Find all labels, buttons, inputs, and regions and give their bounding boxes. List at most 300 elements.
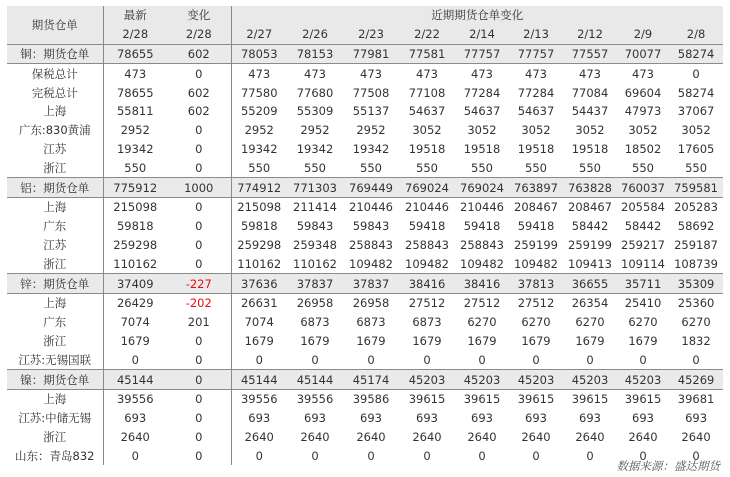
section-row [7,178,723,198]
history-value-cell: 205584 [621,200,665,215]
latest-value-cell: 550 [124,160,147,175]
latest-value-cell: 0 [131,448,139,463]
row-label: 锌：期货仓单 [7,274,103,294]
history-value-cell: 47973 [624,104,662,119]
history-value-cell: 0 [692,448,700,463]
change-value-cell: 0 [167,140,231,159]
history-value-cell: 2640 [681,429,711,444]
history-value-cell: 3052 [467,123,497,138]
section-row [7,274,723,294]
history-value-cell: 0 [478,352,486,367]
history-value-cell: 769449 [343,178,399,198]
history-value-cell: 17605 [677,141,715,156]
history-value-cell: 774912 [231,178,287,198]
history-value-cell: 39615 [517,392,555,407]
history-value-cell: 70077 [617,44,669,64]
history-value-cell: 59418 [463,219,501,234]
history-value-cell: 0 [532,352,540,367]
history-value-cell: 1679 [300,333,330,348]
latest-value-cell: 37409 [103,274,167,294]
history-value-cell: 2640 [412,429,442,444]
history-value-cell: 550 [632,160,654,175]
section-row [7,44,723,64]
history-value-cell: 37636 [231,274,287,294]
history-value-cell: 473 [471,66,493,81]
history-value-cell: 35309 [669,274,723,294]
change-value-cell: 201 [167,313,231,332]
history-value-cell: 760037 [617,178,669,198]
history-value-cell: 473 [579,66,601,81]
history-value-cell: 258843 [460,237,504,252]
history-value-cell: 54637 [408,104,446,119]
change-value-cell: 602 [167,44,231,64]
history-value-cell: 763897 [509,178,563,198]
warehouse-receipts-table-wrapper [7,6,723,465]
history-value-cell: 45144 [287,370,343,390]
history-value-cell: 77508 [352,85,390,100]
history-value-cell: 109482 [514,256,558,271]
history-value-cell: 473 [304,66,326,81]
header-date: 2/28 [103,25,167,44]
history-value-cell: 763828 [563,178,617,198]
history-value-cell: 2640 [575,429,605,444]
history-value-cell: 45203 [563,370,617,390]
table-row [7,254,723,273]
history-value-cell: 55209 [240,104,278,119]
latest-value-cell: 39556 [116,392,154,407]
row-label: 浙江 [7,158,103,177]
history-value-cell: 58274 [669,44,723,64]
history-value-cell: 77981 [343,44,399,64]
header-date: 2/12 [563,25,617,44]
row-label: 保税总计 [7,64,103,83]
latest-value-cell: 59818 [116,219,154,234]
history-value-cell: 7074 [244,315,274,330]
row-label: 江苏:中储无锡 [7,409,103,428]
history-value-cell: 259187 [674,237,718,252]
history-value-cell: 19518 [517,141,555,156]
history-value-cell: 258843 [405,237,449,252]
history-value-cell: 693 [248,411,271,426]
history-value-cell: 0 [255,352,263,367]
history-value-cell: 45203 [617,370,669,390]
history-value-cell: 45203 [509,370,563,390]
header-date: 2/22 [399,25,455,44]
history-value-cell: 59418 [408,219,446,234]
row-label: 完税总计 [7,83,103,102]
history-value-cell: 78153 [287,44,343,64]
history-value-cell: 39556 [240,392,278,407]
header-row-dates [7,25,723,44]
history-value-cell: 550 [685,160,708,175]
history-value-cell: 110162 [293,256,337,271]
history-value-cell: 205283 [674,200,718,215]
history-value-cell: 77680 [296,85,334,100]
history-value-cell: 473 [525,66,547,81]
history-value-cell: 693 [685,411,708,426]
latest-value-cell: 26429 [116,296,154,311]
history-value-cell: 693 [471,411,493,426]
history-value-cell: 78053 [231,44,287,64]
history-value-cell: 2640 [244,429,274,444]
history-value-cell: 45203 [399,370,455,390]
history-value-cell: 39615 [624,392,662,407]
history-value-cell: 39615 [408,392,446,407]
table-row [7,409,723,428]
history-value-cell: 550 [248,160,271,175]
history-value-cell: 550 [416,160,438,175]
latest-value-cell: 2640 [120,429,150,444]
history-value-cell: 1832 [681,333,711,348]
change-value-cell: 0 [167,332,231,351]
change-value-cell: 0 [167,236,231,255]
history-value-cell: 19342 [352,141,390,156]
history-value-cell: 1679 [521,333,551,348]
history-value-cell: 59418 [517,219,555,234]
history-value-cell: 19518 [408,141,446,156]
latest-value-cell: 693 [124,411,147,426]
history-value-cell: 58274 [677,85,715,100]
header-label-cell: 期货仓单 [7,6,103,44]
history-value-cell: 259348 [293,237,337,252]
latest-value-cell: 775912 [103,178,167,198]
history-value-cell: 6873 [412,315,442,330]
header-recent-changes: 近期期货仓单变化 [231,6,723,25]
history-value-cell: 473 [360,66,382,81]
row-label: 浙江 [7,428,103,447]
history-value-cell: 210446 [460,200,504,215]
header-date: 2/27 [231,25,287,44]
history-value-cell: 45144 [231,370,287,390]
history-value-cell: 473 [416,66,438,81]
history-value-cell: 0 [255,448,263,463]
header-change: 变化 [167,6,231,25]
history-value-cell: 27512 [517,296,555,311]
history-value-cell: 37837 [343,274,399,294]
latest-value-cell: 0 [131,352,139,367]
history-value-cell: 27512 [408,296,446,311]
history-value-cell: 550 [471,160,493,175]
history-value-cell: 6270 [521,315,551,330]
history-value-cell: 1679 [575,333,605,348]
history-value-cell: 2640 [356,429,386,444]
history-value-cell: 473 [632,66,654,81]
history-value-cell: 0 [586,352,594,367]
row-label: 广东:830黄浦 [7,121,103,140]
history-value-cell: 77757 [455,44,509,64]
change-value-cell: 0 [167,121,231,140]
history-value-cell: 211414 [293,200,337,215]
table-row [7,83,723,102]
history-value-cell: 19518 [571,141,609,156]
history-value-cell: 54637 [517,104,555,119]
table-row [7,293,723,312]
history-value-cell: 37813 [509,274,563,294]
latest-value-cell: 78655 [116,85,154,100]
table-row [7,332,723,351]
history-value-cell: 35711 [617,274,669,294]
header-latest: 最新 [103,6,167,25]
history-value-cell: 3052 [575,123,605,138]
history-value-cell: 59818 [240,219,278,234]
history-value-cell: 69604 [624,85,662,100]
row-label: 江苏 [7,140,103,159]
header-date: 2/13 [509,25,563,44]
history-value-cell: 19342 [240,141,278,156]
history-value-cell: 109482 [460,256,504,271]
history-value-cell: 45203 [455,370,509,390]
latest-value-cell: 55811 [116,104,154,119]
history-value-cell: 6270 [681,315,711,330]
history-value-cell: 693 [416,411,438,426]
latest-value-cell: 215098 [113,200,158,215]
history-value-cell: 6270 [575,315,605,330]
history-value-cell: 258843 [349,237,393,252]
history-value-cell: 109114 [621,256,665,271]
history-value-cell: 6270 [628,315,658,330]
header-row-1 [7,6,723,25]
history-value-cell: 259298 [237,237,282,252]
history-value-cell: 550 [579,160,601,175]
history-value-cell: 59843 [352,219,390,234]
history-value-cell: 0 [367,448,375,463]
history-value-cell: 693 [360,411,382,426]
row-label: 上海 [7,102,103,121]
history-value-cell: 0 [639,352,647,367]
history-value-cell: 2952 [300,123,330,138]
latest-value-cell: 110162 [113,256,158,271]
history-value-cell: 6270 [467,315,497,330]
history-value-cell: 0 [532,448,540,463]
history-value-cell: 693 [525,411,547,426]
change-value-cell: 0 [167,350,231,369]
header-date: 2/28 [167,25,231,44]
history-value-cell: 3052 [521,123,551,138]
history-value-cell: 259199 [568,237,612,252]
history-value-cell: 19342 [296,141,334,156]
history-value-cell: 208467 [568,200,612,215]
latest-value-cell: 1679 [120,333,150,348]
history-value-cell: 109482 [405,256,449,271]
latest-value-cell: 7074 [120,315,150,330]
change-value-cell: 0 [167,254,231,273]
history-value-cell: 215098 [237,200,282,215]
change-value-cell: 0 [167,389,231,408]
history-value-cell: 77581 [399,44,455,64]
history-value-cell: 208467 [514,200,558,215]
history-value-cell: 0 [478,448,486,463]
history-value-cell: 550 [304,160,326,175]
warehouse-receipts-table [7,6,723,465]
history-value-cell: 3052 [681,123,711,138]
history-value-cell: 77084 [571,85,609,100]
history-value-cell: 77108 [408,85,446,100]
table-row [7,428,723,447]
row-label: 上海 [7,389,103,408]
history-value-cell: 25410 [624,296,662,311]
latest-value-cell: 2952 [120,123,150,138]
change-value-cell: 0 [167,428,231,447]
row-label: 铝：期货仓单 [7,178,103,198]
change-value-cell: 0 [167,446,231,465]
row-label: 山东：青岛832 [7,446,103,465]
header-date: 2/14 [455,25,509,44]
history-value-cell: 2952 [356,123,386,138]
history-value-cell: 45269 [669,370,723,390]
history-value-cell: 54437 [571,104,609,119]
row-label: 广东 [7,313,103,332]
latest-value-cell: 19342 [116,141,154,156]
change-value-cell: 0 [167,370,231,390]
history-value-cell: 38416 [399,274,455,294]
table-row [7,64,723,83]
table-row [7,140,723,159]
history-value-cell: 759581 [669,178,723,198]
history-value-cell: 26354 [571,296,609,311]
history-value-cell: 39586 [352,392,390,407]
latest-value-cell: 473 [124,66,147,81]
history-value-cell: 0 [639,448,647,463]
history-value-cell: 550 [525,160,547,175]
row-label: 江苏 [7,236,103,255]
history-value-cell: 2952 [244,123,274,138]
history-value-cell: 771303 [287,178,343,198]
table-row [7,102,723,121]
row-label: 浙江 [7,254,103,273]
history-value-cell: 109482 [349,256,393,271]
history-value-cell: 6873 [356,315,386,330]
section-row [7,370,723,390]
history-value-cell: 55137 [352,104,390,119]
history-value-cell: 108739 [674,256,718,271]
table-row [7,236,723,255]
history-value-cell: 693 [632,411,654,426]
history-value-cell: 45174 [343,370,399,390]
history-value-cell: 769024 [399,178,455,198]
change-value-cell: -202 [167,293,231,312]
history-value-cell: 1679 [356,333,386,348]
history-value-cell: 55309 [296,104,334,119]
history-value-cell: 1679 [412,333,442,348]
history-value-cell: 39615 [463,392,501,407]
history-value-cell: 54637 [463,104,501,119]
change-value-cell: 0 [167,64,231,83]
table-row [7,197,723,216]
history-value-cell: 693 [579,411,601,426]
history-value-cell: 0 [311,448,319,463]
history-value-cell: 37837 [287,274,343,294]
table-row [7,158,723,177]
latest-value-cell: 78655 [103,44,167,64]
table-row [7,350,723,369]
header-date: 2/9 [617,25,669,44]
data-source-note: 数据来源：盛达期货 [616,459,720,473]
history-value-cell: 210446 [349,200,393,215]
history-value-cell: 693 [304,411,326,426]
history-value-cell: 39556 [296,392,334,407]
history-value-cell: 2640 [628,429,658,444]
row-label: 镍：期货仓单 [7,370,103,390]
latest-value-cell: 45144 [103,370,167,390]
history-value-cell: 0 [423,352,431,367]
history-value-cell: 3052 [412,123,442,138]
history-value-cell: 2640 [300,429,330,444]
history-value-cell: 0 [367,352,375,367]
history-value-cell: 2640 [467,429,497,444]
row-label: 上海 [7,197,103,216]
history-value-cell: 26631 [240,296,278,311]
history-value-cell: 58692 [677,219,715,234]
history-value-cell: 77757 [509,44,563,64]
table-row [7,217,723,236]
history-value-cell: 109413 [568,256,612,271]
row-label: 广东 [7,217,103,236]
change-value-cell: 602 [167,102,231,121]
history-value-cell: 0 [423,448,431,463]
history-value-cell: 769024 [455,178,509,198]
row-label: 江苏:无锡国联 [7,350,103,369]
change-value-cell: 1000 [167,178,231,198]
history-value-cell: 77580 [240,85,278,100]
history-value-cell: 39681 [677,392,715,407]
history-value-cell: 26958 [352,296,390,311]
history-value-cell: 259199 [514,237,558,252]
latest-value-cell: 259298 [113,237,158,252]
history-value-cell: 110162 [237,256,282,271]
table-row [7,121,723,140]
row-label: 上海 [7,293,103,312]
change-value-cell: 0 [167,197,231,216]
history-value-cell: 473 [248,66,271,81]
header-date: 2/8 [669,25,723,44]
history-value-cell: 1679 [628,333,658,348]
history-value-cell: 25360 [677,296,715,311]
row-label: 铜：期货仓单 [7,44,103,64]
history-value-cell: 77284 [517,85,555,100]
history-value-cell: 2640 [521,429,551,444]
change-value-cell: -227 [167,274,231,294]
history-value-cell: 18502 [624,141,662,156]
history-value-cell: 3052 [628,123,658,138]
history-value-cell: 77284 [463,85,501,100]
history-value-cell: 59843 [296,219,334,234]
change-value-cell: 602 [167,83,231,102]
row-label: 浙江 [7,332,103,351]
change-value-cell: 0 [167,409,231,428]
history-value-cell: 0 [692,66,700,81]
change-value-cell: 0 [167,158,231,177]
history-value-cell: 259217 [621,237,665,252]
history-value-cell: 1679 [244,333,274,348]
history-value-cell: 0 [692,352,700,367]
history-value-cell: 27512 [463,296,501,311]
history-value-cell: 37067 [677,104,715,119]
history-value-cell: 58442 [571,219,609,234]
history-value-cell: 58442 [624,219,662,234]
history-value-cell: 36655 [563,274,617,294]
history-value-cell: 77557 [563,44,617,64]
history-value-cell: 39615 [571,392,609,407]
table-row [7,389,723,408]
header-date: 2/23 [343,25,399,44]
history-value-cell: 26958 [296,296,334,311]
table-row [7,313,723,332]
history-value-cell: 550 [360,160,382,175]
change-value-cell: 0 [167,217,231,236]
history-value-cell: 38416 [455,274,509,294]
history-value-cell: 210446 [405,200,449,215]
history-value-cell: 6873 [300,315,330,330]
